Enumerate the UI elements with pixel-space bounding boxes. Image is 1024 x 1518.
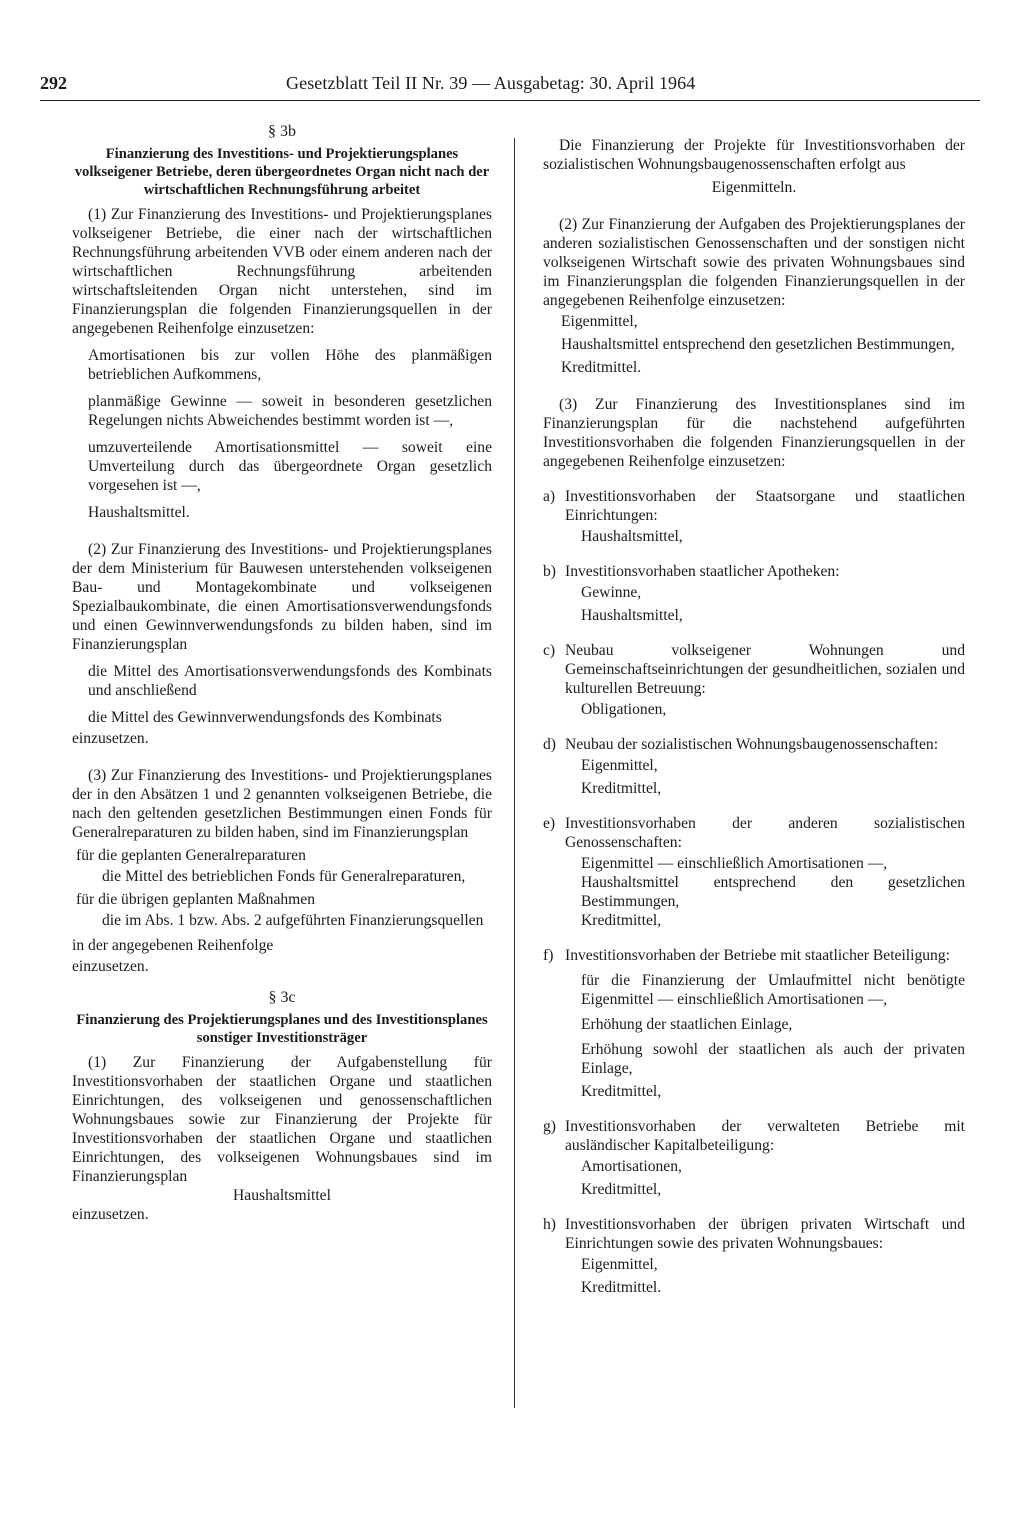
list-item-d: [543, 735, 965, 798]
right-p2-item: Haushaltsmittel entsprechend den gesetzlichen Bestimmungen,: [561, 336, 955, 353]
list-label: c): [543, 642, 556, 659]
s3b-p3-c: in der angegebenen Reihenfolge: [72, 937, 274, 954]
list-sub: Gewinne,: [581, 584, 642, 601]
page-header: [40, 66, 980, 101]
list-text: Investitionsvorhaben der Staatsorgane und staatlichen Einrichtungen:: [565, 488, 965, 524]
s3b-p3-a-sub: die Mittel des betrieblichen Fonds für Generalreparaturen,: [102, 868, 466, 885]
s3b-p2-item: die Mittel des Gewinnverwendungsfonds des Kombinats: [88, 709, 442, 726]
list-label: b): [543, 563, 556, 580]
section-3c-number: § 3c: [268, 989, 296, 1006]
page-number: 292: [40, 73, 67, 93]
list-sub: Eigenmittel — einschließlich Amortisationen —,: [581, 855, 888, 872]
list-sub: Kreditmittel.: [581, 1279, 662, 1296]
list-item-g: [543, 1117, 965, 1199]
list-text: Neubau volkseigener Wohnungen und Gemeinschaftseinrichtungen der gesundheitlichen, sozialen und kulturellen Betreuung:: [565, 642, 965, 697]
list-label: g): [543, 1118, 556, 1135]
list-sub: Erhöhung der staatlichen Einlage,: [581, 1016, 793, 1033]
list-sub: Amortisationen,: [581, 1158, 682, 1175]
list-text: Investitionsvorhaben der übrigen privaten Wirtschaft und Einrichtungen sowie des privaten Wohnungsbaues:: [565, 1216, 965, 1252]
list-sub: Haushaltsmittel,: [581, 607, 683, 624]
s3b-p3-end: einzusetzen.: [72, 958, 149, 975]
s3b-p1-item: planmäßige Gewinne — soweit in besonderen gesetzlichen Regelungen nichts Abweichendes bestimmt worden ist —,: [88, 393, 492, 429]
right-paragraph-2: (2) Zur Finanzierung der Aufgaben des Projektierungsplanes der anderen sozialistischen Genossenschaften und der sonstigen nicht volkseigenen Wirtschaft sowie des privaten Wohnungsbaues sind im Finanzierungsplan die folgenden Finanzierungsquellen in der angegebenen Reihenfolge einzusetzen:: [543, 216, 965, 309]
list-sub: Eigenmittel,: [581, 1256, 658, 1273]
right-p2-item: Eigenmittel,: [561, 313, 638, 330]
list-item-e: [543, 814, 965, 930]
right-column: [543, 118, 965, 1297]
s3b-paragraph-3: (3) Zur Finanzierung des Investitions- und Projektierungsplanes der in den Absätzen 1 und 2 genannten volkseigenen Betriebe, die nach den geltenden gesetzlichen Bestimmungen einen Fonds für Generalreparaturen zu bilden haben, sind im Finanzierungsplan: [72, 767, 492, 841]
s3b-p1-item: umzuverteilende Amortisationsmittel — soweit eine Umverteilung durch das übergeordnete Organ gesetzlich vorgesehen ist —,: [88, 439, 492, 494]
list-sub: Kreditmittel,: [581, 780, 662, 797]
list-sub: Kreditmittel,: [581, 912, 662, 929]
list-label: d): [543, 736, 556, 753]
list-item-b: [543, 562, 965, 625]
section-3b-number: § 3b: [268, 123, 296, 140]
list-item-a: [543, 487, 965, 546]
s3b-paragraph-1: (1) Zur Finanzierung des Investitions- und Projektierungsplanes volkseigener Betriebe, die einer nach der wirtschaftlichen Rechnungsführung arbeitenden VVB oder einem anderen nach der wirtschaftlichen Rechnungsführung arbeitenden wirtschaftsleitenden Organ nicht unterstehen, sind im Finanzierungsplan die folgenden Finanzierungsquellen in der angegebenen Reihenfolge einzusetzen:: [72, 206, 492, 337]
list-label: e): [543, 815, 556, 832]
s3b-p3-b: für die übrigen geplanten Maßnahmen: [76, 891, 316, 908]
list-sub: Haushaltsmittel entsprechend den gesetzlichen Bestimmungen,: [581, 874, 965, 910]
column-divider: [514, 138, 515, 1408]
right-p2-item: Kreditmittel.: [561, 359, 642, 376]
list-item-c: [543, 641, 965, 719]
list-sub: Obligationen,: [581, 701, 667, 718]
list-sub: Kreditmittel,: [581, 1083, 662, 1100]
right-intro-center: Eigenmitteln.: [711, 179, 797, 196]
s3b-p2-end: einzusetzen.: [72, 730, 149, 747]
list-sub: für die Finanzierung der Umlaufmittel nicht benötigte Eigenmittel — einschließlich Amortisationen —,: [581, 972, 965, 1008]
list-text: Investitionsvorhaben der Betriebe mit staatlicher Beteiligung:: [565, 947, 950, 964]
right-paragraph-3: (3) Zur Finanzierung des Investitionsplanes sind im Finanzierungsplan für die nachstehend aufgeführten Investitionsvorhaben die folgenden Finanzierungsquellen in der angegebenen Reihenfolge einzusetzen:: [543, 396, 965, 470]
list-item-h: [543, 1215, 965, 1297]
section-3c-title: Finanzierung des Projektierungsplanes und des Investitionsplanes sonstiger Investitionsträger: [76, 1012, 488, 1046]
list-sub: Kreditmittel,: [581, 1181, 662, 1198]
list-text: Investitionsvorhaben der verwalteten Betriebe mit ausländischer Kapitalbeteiligung:: [565, 1118, 965, 1154]
s3b-p2-item: die Mittel des Amortisationsverwendungsfonds des Kombinats und anschließend: [88, 663, 492, 699]
list-text: Investitionsvorhaben der anderen sozialistischen Genossenschaften:: [565, 815, 965, 851]
s3b-p1-item: Amortisationen bis zur vollen Höhe des planmäßigen betrieblichen Aufkommens,: [88, 347, 492, 383]
list-text: Neubau der sozialistischen Wohnungsbaugenossenschaften:: [565, 736, 939, 753]
s3b-p3-b-sub: die im Abs. 1 bzw. Abs. 2 aufgeführten Finanzierungsquellen: [102, 912, 484, 929]
right-intro: Die Finanzierung der Projekte für Investitionsvorhaben der sozialistischen Wohnungsbaugenossenschaften erfolgt aus: [543, 137, 965, 173]
s3b-paragraph-2: (2) Zur Finanzierung des Investitions- und Projektierungsplanes der dem Ministerium für Bauwesen unterstehenden volkseigenen Bau- und Montagekombinate und volkseigenen Spezialbaukombinate, die einen Amortisationsverwendungsfonds und einen Gewinnverwendungsfonds zu bilden haben, sind im Finanzierungsplan: [72, 541, 492, 653]
left-column: [72, 118, 492, 1224]
s3b-p3-a: für die geplanten Generalreparaturen: [76, 847, 306, 864]
list-sub: Eigenmittel,: [581, 757, 658, 774]
s3c-p1-center: Haushaltsmittel: [233, 1187, 331, 1204]
list-item-f: [543, 946, 965, 1101]
header-title: Gesetzblatt Teil II Nr. 39 — Ausgabetag: 30. April 1964: [286, 73, 696, 93]
list-label: a): [543, 488, 556, 505]
s3c-p1-end: einzusetzen.: [72, 1206, 149, 1223]
list-sub: Erhöhung sowohl der staatlichen als auch der privaten Einlage,: [581, 1041, 965, 1077]
list-text: Investitionsvorhaben staatlicher Apotheken:: [565, 563, 840, 580]
section-3b-title: Finanzierung des Investitions- und Projektierungsplanes volkseigener Betriebe, deren übergeordnetes Organ nicht nach der wirtschaftlichen Rechnungsführung arbeitet: [74, 146, 490, 198]
s3b-p1-item: Haushaltsmittel.: [88, 504, 190, 521]
list-sub: Haushaltsmittel,: [581, 528, 683, 545]
list-label: h): [543, 1216, 556, 1233]
s3c-paragraph-1: (1) Zur Finanzierung der Aufgabenstellung für Investitionsvorhaben der staatlichen Organe und staatlichen Einrichtungen, des volkseigenen und genossenschaftlichen Wohnungsbaues sowie zur Finanzierung der Projekte für Investitionsvorhaben der staatlichen Organe und staatlichen Einrichtungen, des volkseigenen Wohnungsbaues sind im Finanzierungsplan: [72, 1054, 492, 1185]
list-label: f): [543, 947, 554, 964]
